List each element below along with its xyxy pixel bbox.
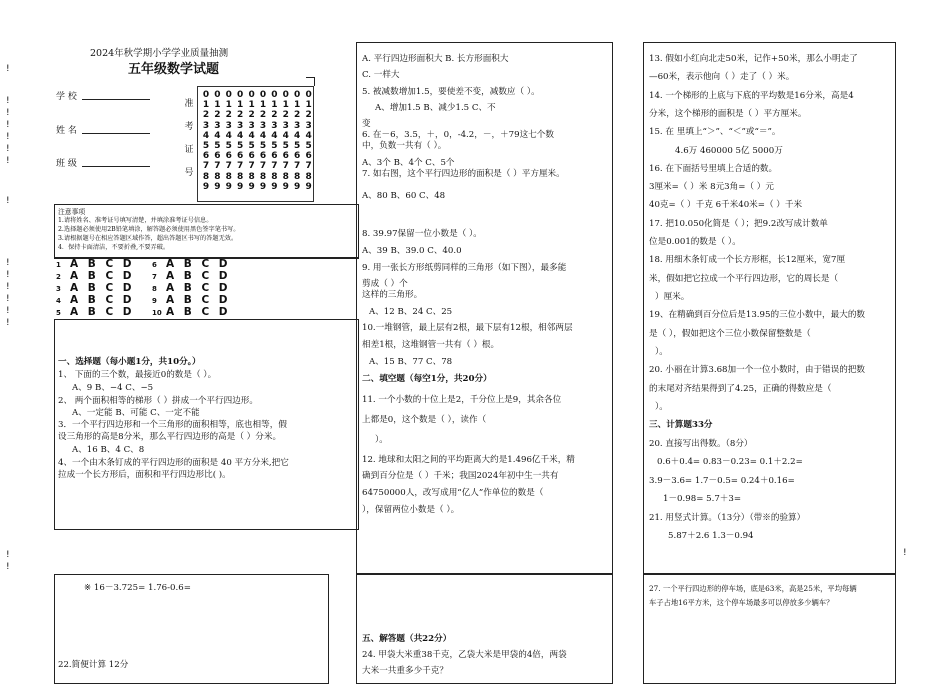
- margin-mark: !: [6, 562, 10, 572]
- question-line: A、16 B、4 C、8: [72, 445, 145, 455]
- exam-id-digit[interactable]: 4: [282, 130, 289, 141]
- margin-mark: !: [6, 306, 10, 316]
- exam-id-digit[interactable]: 3: [305, 120, 312, 131]
- exam-id-digit[interactable]: 9: [237, 181, 244, 192]
- question-number: 1: [56, 261, 61, 269]
- question-line: 车子占地16平方米，这个停车场最多可以停放多少辆车？: [649, 598, 834, 607]
- question-line: A、9 B、−4 C、−5: [72, 383, 154, 393]
- exam-id-digit[interactable]: 8: [237, 171, 244, 182]
- exam-id-digit[interactable]: 6: [237, 151, 244, 162]
- exam-id-digit[interactable]: 2: [294, 110, 301, 121]
- question-line: 9. 用一张长方形纸剪同样的三角形（如下图），最多能: [362, 263, 567, 273]
- margin-mark: !: [6, 258, 10, 268]
- exam-id-digit[interactable]: 9: [259, 181, 267, 192]
- name-label: 姓 名: [56, 126, 77, 136]
- question-line: 40克=（ ）千克 6千米40米=（ ）千米: [649, 200, 803, 210]
- question-line: ※ 16－3.725= 1.76-0.6=: [84, 583, 191, 593]
- exam-id-digit[interactable]: 1: [259, 100, 267, 111]
- section2-title: 二、填空题（每空1分，共20分）: [362, 374, 492, 384]
- exam-id-digit[interactable]: 1: [225, 100, 232, 111]
- question-line: 1－0.98= 5.7＋3=: [663, 494, 742, 504]
- exam-id-digit[interactable]: 7: [248, 161, 255, 172]
- exam-id-digit[interactable]: 7: [214, 161, 221, 172]
- exam-id-digit[interactable]: 8: [259, 171, 267, 182]
- question-line: A、39 B、39.0 C、40.0: [362, 246, 462, 256]
- question-line: 22.简便计算 12分: [58, 660, 129, 670]
- exam-id-digit[interactable]: 7: [202, 161, 210, 172]
- exam-id-digit-column[interactable]: [235, 90, 245, 192]
- exam-id-digit[interactable]: 2: [225, 110, 232, 121]
- exam-id-digit[interactable]: 0: [271, 90, 278, 100]
- exam-id-digit[interactable]: 9: [305, 181, 312, 192]
- exam-id-digit[interactable]: 7: [271, 161, 278, 172]
- exam-id-digit[interactable]: 8: [225, 171, 232, 182]
- exam-id-digit-column[interactable]: [304, 90, 314, 192]
- exam-id-digit[interactable]: 4: [271, 130, 278, 141]
- question-line: 这样的三角形。: [362, 290, 423, 300]
- question-number: 2: [56, 273, 61, 281]
- exam-id-digit[interactable]: 7: [294, 161, 301, 172]
- class-label: 班 级: [56, 159, 77, 169]
- question-line: 是（ ），假如把这个三位小数保留整数是（: [649, 329, 811, 339]
- question-line: 6. 在－6，3.5，＋，0，-4.2，－，＋79这七个数: [362, 130, 554, 140]
- notes-item: 3.请根据题号在相应答题区域作答，超出答题区书写的答题无效。: [58, 235, 238, 242]
- exam-id-digit[interactable]: 5: [225, 141, 232, 152]
- exam-id-digit[interactable]: 0: [202, 90, 210, 100]
- question-number: 4: [56, 297, 61, 305]
- exam-id-digit[interactable]: 0: [248, 90, 255, 100]
- question-line: 20. 小丽在计算3.68加一个一位小数时，由于错误的把数: [649, 365, 866, 375]
- margin-mark: !: [6, 318, 10, 328]
- notes-item: 4．保持卡面清洁，不要折叠,不要弄破。: [58, 244, 170, 251]
- question-number: 10: [152, 309, 162, 317]
- margin-mark: !: [903, 548, 907, 558]
- bubble-options[interactable]: A B C D: [70, 306, 135, 318]
- exam-id-digit[interactable]: 2: [214, 110, 221, 121]
- question-line: 7. 如右图，这个平行四边形的面积是（ ）平方厘米。: [362, 169, 565, 179]
- bubble-options[interactable]: A B C D: [166, 282, 231, 294]
- question-line: 13. 假如小红向北走50米，记作+50米，那么小明走了: [649, 54, 858, 64]
- exam-id-digit[interactable]: 4: [225, 130, 232, 141]
- exam-id-digit[interactable]: 4: [305, 130, 312, 141]
- section1-title: 一、选择题（每小题1分，共10分。）: [58, 357, 201, 367]
- exam-id-digit[interactable]: 1: [294, 100, 301, 111]
- margin-mark: !: [6, 132, 10, 142]
- exam-id-digit-column[interactable]: [292, 90, 302, 192]
- question-line: C. 一样大: [362, 70, 400, 80]
- question-line: ）。: [655, 347, 668, 357]
- bubble-options[interactable]: A B C D: [70, 282, 135, 294]
- name-field[interactable]: [82, 133, 150, 134]
- exam-id-digit[interactable]: 4: [248, 130, 255, 141]
- question-line: 10.一堆钢管，最上层有2根，最下层有12根，相邻两层: [362, 323, 573, 333]
- exam-id-digit[interactable]: 0: [259, 90, 267, 100]
- question-number: 3: [56, 285, 61, 293]
- question-line: 19、在精确到百分位后是13.95的三位小数中，最大的数: [649, 310, 866, 320]
- bubble-options[interactable]: A B C D: [70, 270, 135, 282]
- question-line: 21. 用竖式计算。（13分）（带※的验算）: [649, 513, 806, 523]
- exam-id-digit[interactable]: 6: [214, 151, 221, 162]
- bubble-row[interactable]: [152, 306, 231, 319]
- margin-mark: !: [6, 156, 10, 166]
- exam-id-digit[interactable]: 9: [202, 181, 210, 192]
- margin-mark: !: [6, 120, 10, 130]
- question-line: A、一定能 B、可能 C、一定不能: [72, 408, 200, 418]
- question-line: 4、一个由木条钉成的平行四边形的面积是 40 平方分米,把它: [58, 458, 289, 468]
- bubble-row[interactable]: [56, 306, 135, 319]
- exam-id-digit[interactable]: 3: [294, 120, 301, 131]
- exam-id-digit[interactable]: 1: [248, 100, 255, 111]
- exam-id-digit[interactable]: 4: [202, 130, 210, 141]
- exam-id-digit[interactable]: 1: [282, 100, 289, 111]
- exam-id-digit[interactable]: 9: [248, 181, 255, 192]
- question-line: 1、 下面的三个数，最接近0的数是（ ）。: [58, 370, 217, 380]
- margin-mark: !: [6, 294, 10, 304]
- exam-id-digit[interactable]: 9: [214, 181, 221, 192]
- margin-mark: !: [6, 96, 10, 106]
- question-line: 14. 一个梯形的上底与下底的平均数是16分米，高是4: [649, 91, 854, 101]
- exam-id-digit[interactable]: 8: [282, 171, 289, 182]
- exam-id-digit[interactable]: 6: [282, 151, 289, 162]
- exam-id-digit-column[interactable]: [258, 90, 268, 192]
- question-line: 分米，这个梯形的面积是（ ）平方厘米。: [649, 109, 807, 119]
- exam-id-digit[interactable]: 0: [225, 90, 232, 100]
- exam-id-digit[interactable]: 6: [305, 151, 312, 162]
- question-line: 4.6万 460000 5亿 5000万: [675, 146, 783, 156]
- exam-id-digit[interactable]: 5: [214, 141, 221, 152]
- exam-id-digit[interactable]: 0: [294, 90, 301, 100]
- question-line: 2、 两个面积相等的梯形（ ）拼成一个平行四边形。: [58, 396, 258, 406]
- question-line: 12. 地球和太阳之间的平均距离大约是1.496亿千米，精: [362, 455, 575, 465]
- question-line: A、3个 B、4个 C、5个: [362, 158, 455, 168]
- exam-id-digit[interactable]: 3: [225, 120, 232, 131]
- question-number: 9: [152, 297, 157, 305]
- margin-mark: !: [6, 108, 10, 118]
- margin-mark: !: [6, 196, 10, 206]
- corner-mark: [306, 77, 315, 86]
- question-line: 18. 用细木条钉成一个长方形框，长12厘米，宽7厘: [649, 255, 846, 265]
- margin-mark: !: [6, 270, 10, 280]
- exam-id-digit[interactable]: 3: [248, 120, 255, 131]
- question-line: 3.9－3.6= 1.7－0.5= 0.24＋0.16=: [649, 476, 795, 486]
- exam-year: 2024年秋学期小学学业质量抽测: [90, 48, 229, 59]
- exam-id-digit[interactable]: 3: [237, 120, 244, 131]
- question-line: 位是0.001的数是（ ）。: [649, 237, 741, 247]
- question-line: 的末尾对齐结果得到了4.25，正确的得数应是（: [649, 384, 832, 394]
- exam-id-digit[interactable]: 0: [282, 90, 289, 100]
- exam-id-digit[interactable]: 6: [259, 151, 267, 162]
- bubble-options[interactable]: A B C D: [166, 258, 231, 270]
- question-line: —60米，表示他向（ ）走了（ ）米。: [649, 72, 795, 82]
- bubble-options[interactable]: A B C D: [166, 270, 231, 282]
- question-line: 确到百分位是（ ）千米；我国2024年初中生一共有: [362, 471, 559, 481]
- exam-id-digit[interactable]: 3: [202, 120, 210, 131]
- question-line: ）。: [375, 435, 388, 445]
- question-line: 16. 在下面括号里填上合适的数。: [649, 164, 778, 174]
- question-line: 11. 一个小数的十位上是2，千分位上是9，其余各位: [362, 395, 562, 405]
- question-line: 15. 在 里填上“＞”、“＜”或“＝”。: [649, 127, 781, 137]
- exam-id-digit[interactable]: 9: [271, 181, 278, 192]
- exam-id-digit[interactable]: 7: [237, 161, 244, 172]
- exam-id-digit[interactable]: 8: [202, 171, 210, 182]
- exam-id-digit-column[interactable]: [212, 90, 222, 192]
- exam-id-digit[interactable]: 6: [294, 151, 301, 162]
- margin-mark: !: [6, 64, 10, 74]
- question-line: 3厘米=（ ）米 8元3角=（ ）元: [649, 182, 774, 192]
- exam-id-digit-column[interactable]: [269, 90, 279, 192]
- exam-id-char: 考: [184, 122, 194, 132]
- margin-mark: !: [6, 144, 10, 154]
- exam-id-digit[interactable]: 0: [237, 90, 244, 100]
- exam-id-digit[interactable]: 1: [202, 100, 210, 111]
- question-line: ），保留两位小数是（ ）。: [362, 505, 460, 515]
- exam-id-digit[interactable]: 2: [259, 110, 267, 121]
- bubble-options[interactable]: A B C D: [166, 306, 231, 318]
- question-line: 3．一个平行四边形和一个三角形的面积相等，底也相等，假: [58, 420, 287, 430]
- class-field[interactable]: [82, 166, 150, 167]
- exam-id-digit[interactable]: 9: [294, 181, 301, 192]
- exam-id-digit[interactable]: 8: [271, 171, 278, 182]
- notes-item: 2.选择题必须使用2B铅笔填涂，解答题必须使用黑色签字笔书写。: [58, 226, 240, 233]
- margin-mark: !: [6, 550, 10, 560]
- exam-id-char: 号: [184, 168, 194, 178]
- exam-id-digit[interactable]: 8: [294, 171, 301, 182]
- question-line: A. 平行四边形面积大 B. 长方形面积大: [362, 54, 509, 64]
- question-line: 相差1根，这堆钢管一共有（ ）根。: [362, 340, 500, 350]
- margin-mark: !: [6, 282, 10, 292]
- exam-id-digit[interactable]: 0: [305, 90, 312, 100]
- exam-id-digit-column[interactable]: [201, 90, 211, 192]
- exam-id-digit[interactable]: 6: [248, 151, 255, 162]
- exam-id-digit-column[interactable]: [224, 90, 234, 192]
- exam-id-char: 准: [184, 99, 194, 109]
- question-line: 17. 把10.050化简是（ ）；把9.2改写成计数单: [649, 219, 828, 229]
- page-title: 五年级数学试题: [128, 62, 220, 77]
- section3-title: 三、计算题33分: [649, 420, 713, 430]
- question-line: A、15 B、77 C、78: [369, 357, 453, 367]
- question-line: 5.87＋2.6 1.3－0.94: [668, 531, 754, 541]
- exam-id-digit[interactable]: 5: [282, 141, 289, 152]
- question-line: 拉成一个长方形后，面积和平行四边形比( )。: [58, 470, 231, 480]
- question-line: 0.6＋0.4= 0.83－0.23= 0.1＋2.2=: [657, 457, 803, 467]
- question-line: 8. 39.97保留一位小数是（ ）。: [362, 229, 482, 239]
- question-line: ）厘米。: [655, 292, 690, 302]
- bubble-options[interactable]: A B C D: [70, 294, 135, 306]
- exam-id-digit[interactable]: 5: [305, 141, 312, 152]
- bubble-options[interactable]: A B C D: [166, 294, 231, 306]
- question-line: 大米一共重多少千克？: [362, 666, 448, 676]
- exam-id-digit[interactable]: 0: [214, 90, 221, 100]
- exam-id-digit[interactable]: 4: [237, 130, 244, 141]
- exam-id-digit[interactable]: 9: [225, 181, 232, 192]
- exam-id-digit[interactable]: 1: [271, 100, 278, 111]
- exam-id-digit[interactable]: 2: [202, 110, 210, 121]
- exam-id-digit-column[interactable]: [247, 90, 257, 192]
- question-line: 变: [362, 119, 371, 129]
- exam-id-digit[interactable]: 7: [259, 161, 267, 172]
- question-line: A、12 B、24 C、25: [369, 307, 453, 317]
- question-line: 设三角形的高是8分米，那么平行四边形的高是（ ）分米。: [58, 432, 282, 442]
- school-label: 学 校: [56, 92, 77, 102]
- exam-id-digit[interactable]: 4: [294, 130, 301, 141]
- question-line: ）。: [655, 402, 668, 412]
- exam-id-digit[interactable]: 4: [214, 130, 221, 141]
- question-line: 64750000人，改写成用“亿人”作单位的数是（: [362, 488, 544, 498]
- exam-id-char: 证: [184, 145, 194, 155]
- exam-id-digit[interactable]: 2: [271, 110, 278, 121]
- exam-id-digit[interactable]: 8: [248, 171, 255, 182]
- question-line: 剪成（ ）个: [362, 279, 408, 289]
- exam-id-digit[interactable]: 2: [237, 110, 244, 121]
- exam-id-digit[interactable]: 1: [305, 100, 312, 111]
- exam-id-digit[interactable]: 5: [271, 141, 278, 152]
- exam-id-digit[interactable]: 5: [202, 141, 210, 152]
- exam-id-digit[interactable]: 7: [305, 161, 312, 172]
- exam-id-digit[interactable]: 3: [214, 120, 221, 131]
- notes-title: 注意事项: [58, 208, 86, 216]
- exam-id-digit[interactable]: 3: [271, 120, 278, 131]
- question-line: 中，负数一共有（ ）。: [362, 141, 447, 151]
- exam-id-digit[interactable]: 5: [237, 141, 244, 152]
- exam-id-digit[interactable]: 2: [248, 110, 255, 121]
- question-number: 6: [152, 261, 157, 269]
- school-field[interactable]: [82, 99, 150, 100]
- exam-id-digit[interactable]: 1: [214, 100, 221, 111]
- question-line: 上都是0，这个数是（ ），读作（: [362, 415, 487, 425]
- question-number: 5: [56, 309, 61, 317]
- notes-item: 1.请将姓名、准考证号填写清楚，并填涂准考证号信息。: [58, 217, 213, 224]
- exam-id-digit[interactable]: 6: [271, 151, 278, 162]
- question-line: A、80 B、60 C、48: [362, 191, 446, 201]
- exam-id-digit[interactable]: 8: [214, 171, 221, 182]
- exam-id-digit[interactable]: 6: [202, 151, 210, 162]
- exam-id-digit[interactable]: 6: [225, 151, 232, 162]
- exam-id-digit[interactable]: 8: [305, 171, 312, 182]
- exam-id-digit[interactable]: 5: [259, 141, 267, 152]
- question-line: 27. 一个平行四边形的停车场，底是63米，高是25米，平均每辆: [649, 584, 857, 593]
- exam-id-digit[interactable]: 3: [282, 120, 289, 131]
- bubble-options[interactable]: A B C D: [70, 258, 135, 270]
- exam-id-digit[interactable]: 5: [248, 141, 255, 152]
- exam-id-digit[interactable]: 2: [282, 110, 289, 121]
- question-line: 米，假如把它拉成一个平行四边形，它的周长是（: [649, 274, 839, 284]
- exam-id-digit[interactable]: 9: [282, 181, 289, 192]
- exam-id-digit[interactable]: 2: [305, 110, 312, 121]
- exam-id-digit-column[interactable]: [281, 90, 291, 192]
- question-line: A、增加1.5 B、减少1.5 C、不: [375, 103, 496, 113]
- section5-title: 五、解答题（共22分）: [362, 634, 452, 644]
- exam-id-digit[interactable]: 5: [294, 141, 301, 152]
- exam-id-digit[interactable]: 4: [259, 130, 267, 141]
- exam-id-digit[interactable]: 3: [259, 120, 267, 131]
- exam-id-digit[interactable]: 7: [225, 161, 232, 172]
- question-line: 20. 直接写出得数。（8分）: [649, 439, 753, 449]
- exam-id-digit[interactable]: 1: [237, 100, 244, 111]
- question-number: 8: [152, 285, 157, 293]
- exam-id-digit[interactable]: 7: [282, 161, 289, 172]
- question-line: 24. 甲袋大米重38千克，乙袋大米是甲袋的4倍，两袋: [362, 650, 567, 660]
- question-number: 7: [152, 273, 157, 281]
- question-line: 5. 被减数增加1.5，要使差不变，减数应（ ）。: [362, 87, 540, 97]
